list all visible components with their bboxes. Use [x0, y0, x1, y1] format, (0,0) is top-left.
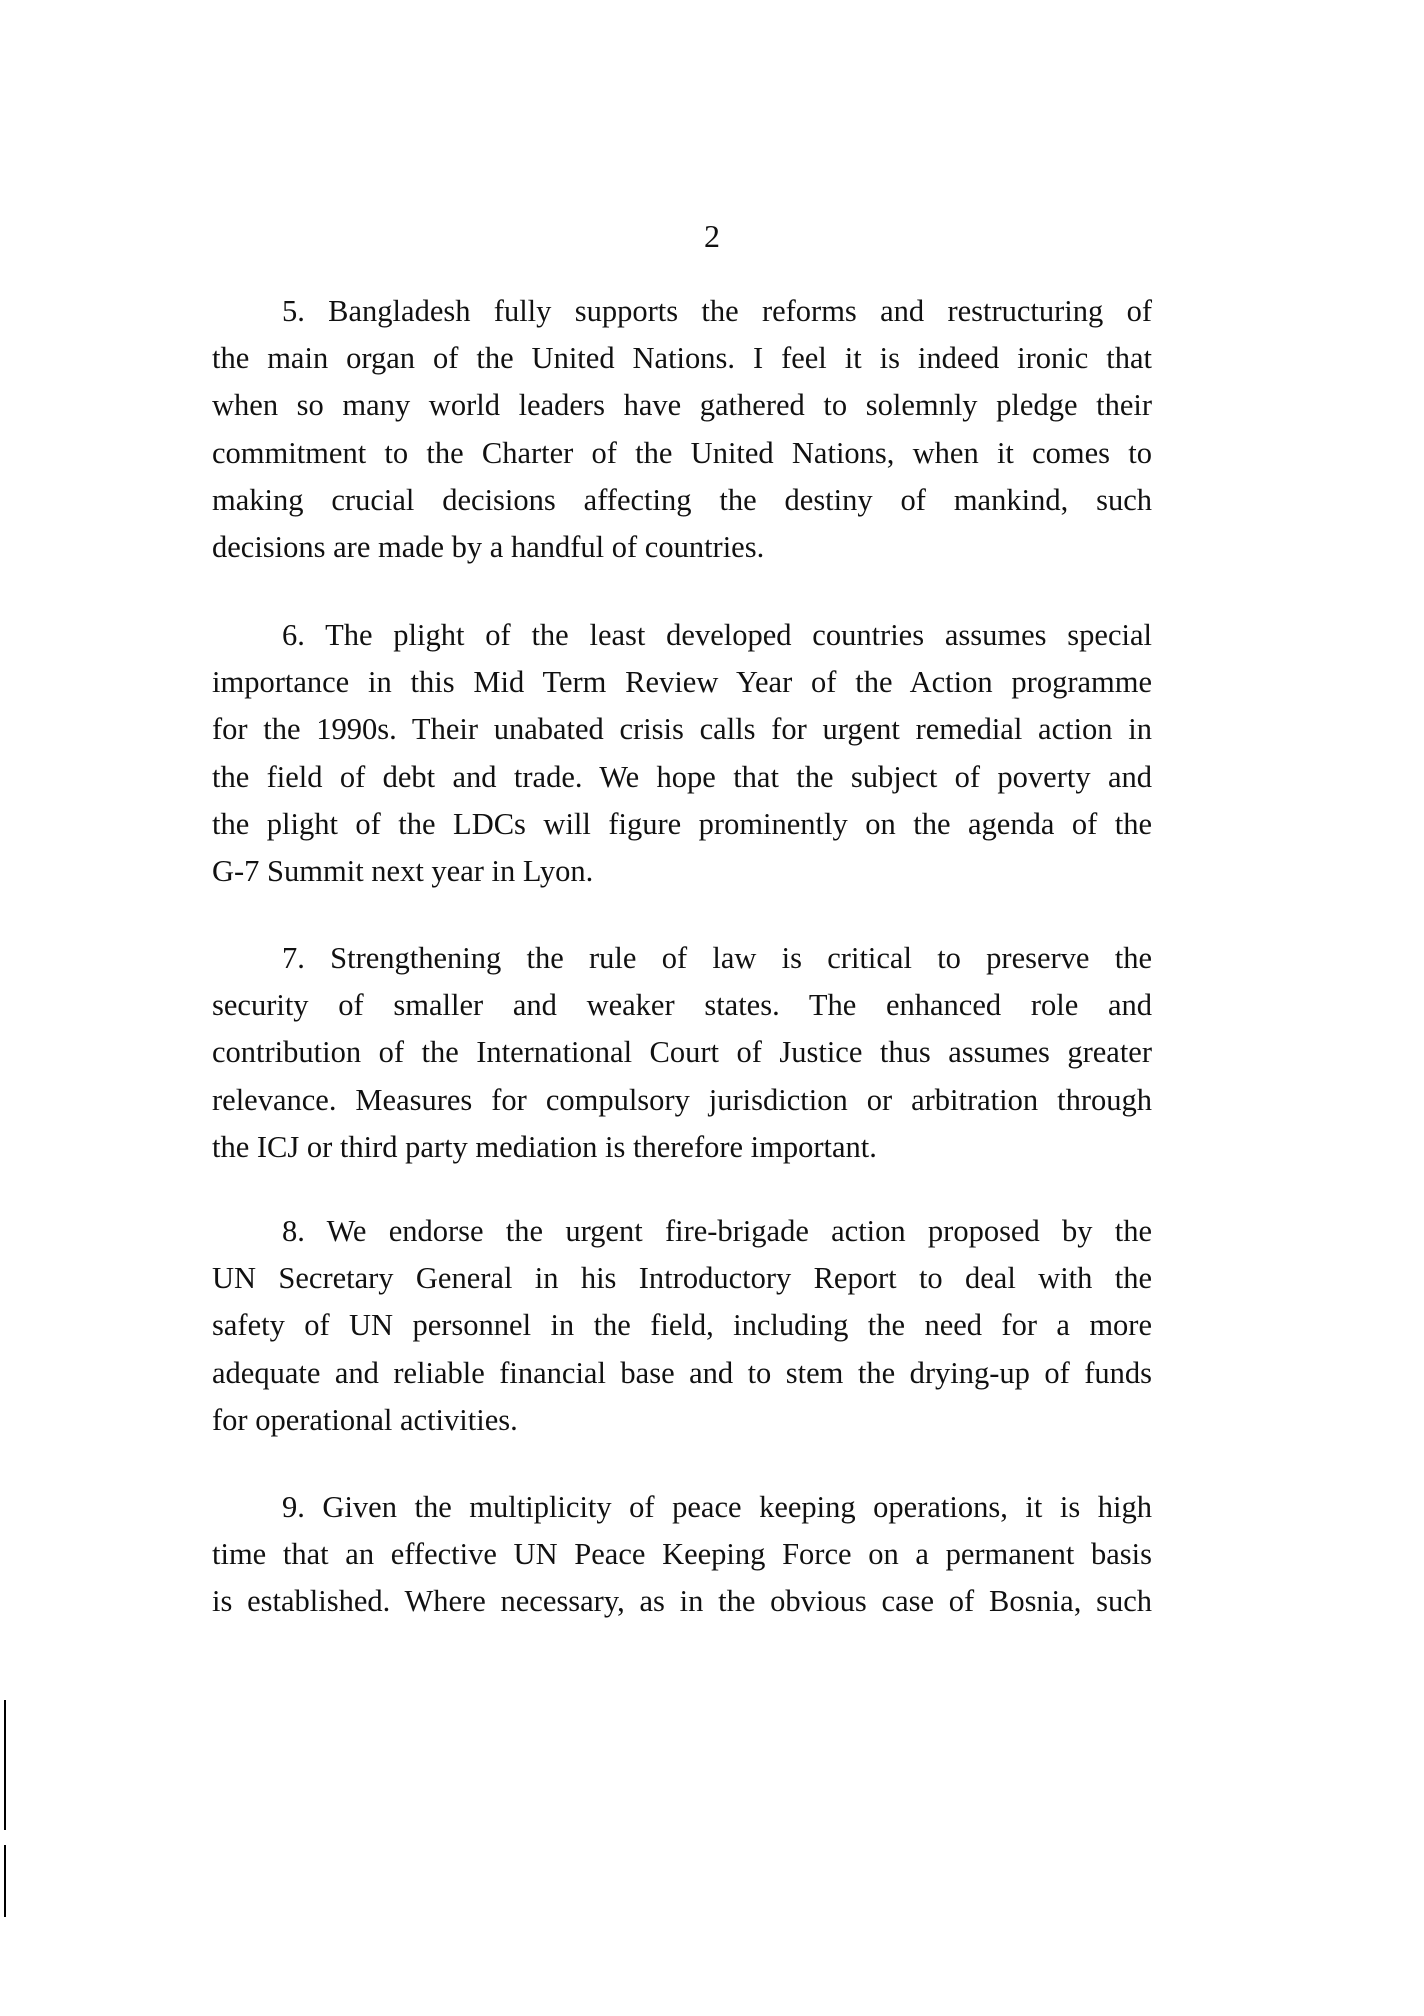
- paragraph-line: adequate and reliable financial base and to stem the drying-up of funds: [212, 1355, 1152, 1390]
- paragraph-7: [212, 935, 1152, 1171]
- scan-edge-mark: [4, 1700, 6, 1830]
- paragraph-line: security of smaller and weaker states. The enhanced role and: [212, 988, 1152, 1023]
- paragraph-line: importance in this Mid Term Review Year of the Action programme: [212, 665, 1152, 700]
- paragraph-line: safety of UN personnel in the field, including the need for a more: [212, 1308, 1152, 1343]
- paragraph-8: [212, 1208, 1152, 1444]
- paragraph-line: for the 1990s. Their unabated crisis calls for urgent remedial action in: [212, 712, 1152, 747]
- paragraph-line: is established. Where necessary, as in the obvious case of Bosnia, such: [212, 1584, 1152, 1619]
- paragraph-line: 5. Bangladesh fully supports the reforms and restructuring of: [282, 294, 1152, 328]
- page-number: 2: [704, 218, 720, 254]
- paragraph-line: commitment to the Charter of the United Nations, when it comes to: [212, 435, 1152, 470]
- paragraph-line: the ICJ or third party mediation is therefore important.: [212, 1129, 877, 1164]
- paragraph-line: the field of debt and trade. We hope that the subject of poverty and: [212, 759, 1152, 794]
- paragraph-line: relevance. Measures for compulsory jurisdiction or arbitration through: [212, 1082, 1152, 1117]
- paragraph-6: [212, 612, 1152, 895]
- paragraph-line: 9. Given the multiplicity of peace keeping operations, it is high: [282, 1490, 1152, 1524]
- paragraph-5: [212, 288, 1152, 571]
- paragraph-line: contribution of the International Court of Justice thus assumes greater: [212, 1035, 1152, 1070]
- paragraph-9: [212, 1484, 1152, 1626]
- paragraph-line: making crucial decisions affecting the destiny of mankind, such: [212, 482, 1152, 517]
- paragraph-line: when so many world leaders have gathered to solemnly pledge their: [212, 388, 1152, 423]
- scan-edge-mark: [4, 1845, 6, 1917]
- paragraph-line: time that an effective UN Peace Keeping Force on a permanent basis: [212, 1537, 1152, 1572]
- paragraph-line: the main organ of the United Nations. I feel it is indeed ironic that: [212, 341, 1152, 376]
- paragraph-line: UN Secretary General in his Introductory Report to deal with the: [212, 1261, 1152, 1296]
- paragraph-line: the plight of the LDCs will figure prominently on the agenda of the: [212, 806, 1152, 841]
- paragraph-line: decisions are made by a handful of countries.: [212, 530, 765, 565]
- paragraph-line: 8. We endorse the urgent fire-brigade action proposed by the: [282, 1214, 1152, 1248]
- paragraph-line: 7. Strengthening the rule of law is critical to preserve the: [282, 941, 1152, 975]
- paragraph-line: for operational activities.: [212, 1402, 518, 1437]
- paragraph-line: G-7 Summit next year in Lyon.: [212, 854, 594, 889]
- paragraph-line: 6. The plight of the least developed countries assumes special: [282, 618, 1152, 652]
